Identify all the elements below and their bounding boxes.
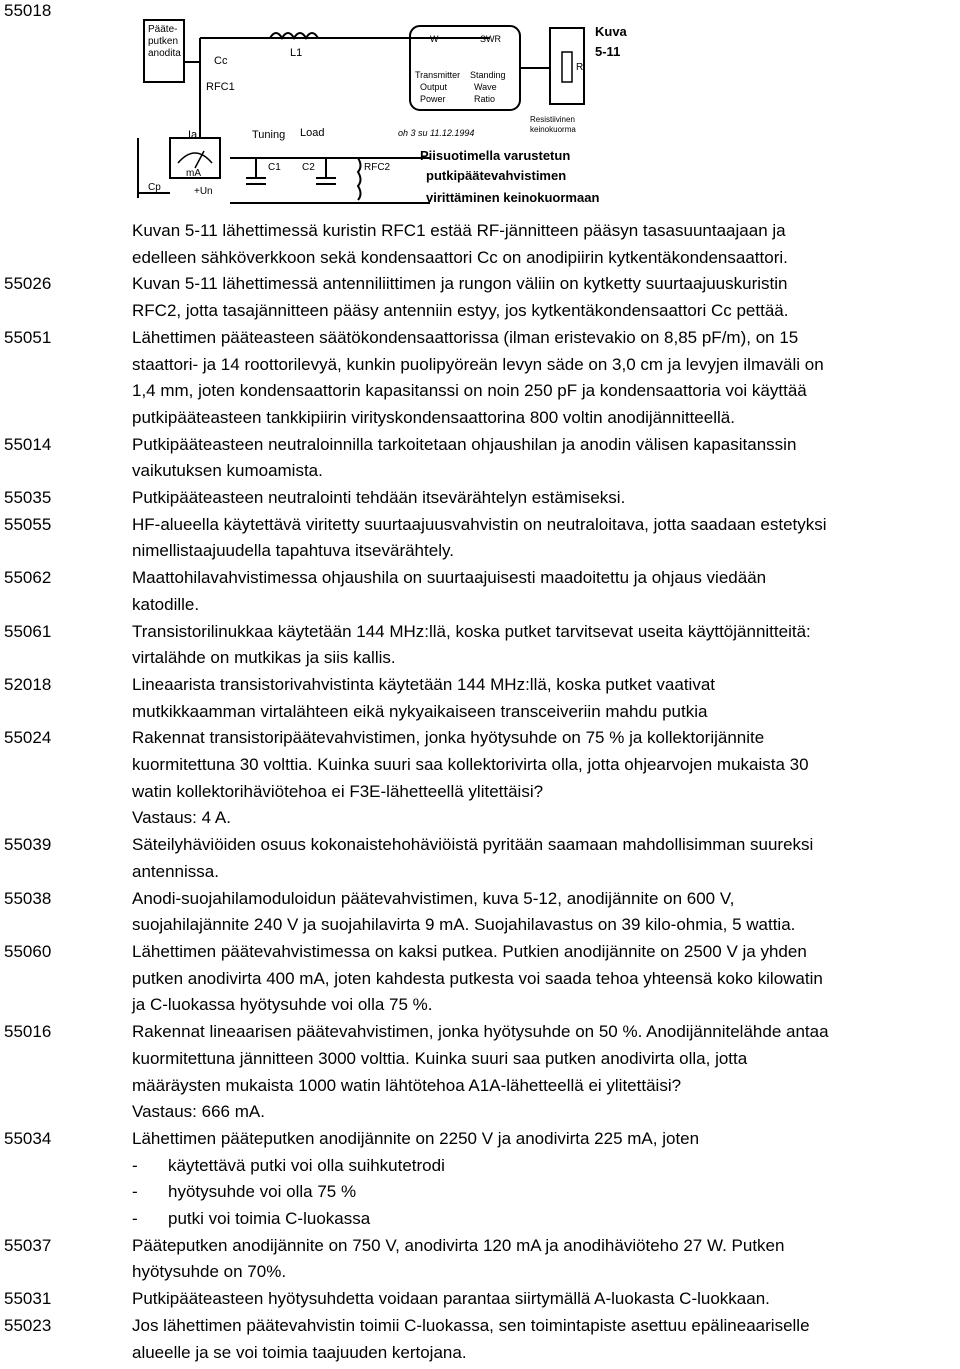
text-line: Vastaus: 666 mA. (132, 1102, 265, 1122)
question-id: 52018 (4, 674, 52, 694)
text-line: Lähettimen pääteasteen säätökondensaattorissa (ilman eristevakio on 8,85 pF/m), on 15 (132, 327, 799, 347)
standing-label: Standing (470, 70, 506, 80)
text-line: mutkikkaamman virtalähteen eikä nykyaikaiseen transceiveriin mahdu putkia (132, 701, 708, 721)
resistive-label-1: Resistiivinen (530, 115, 575, 124)
question-text (132, 1019, 958, 1126)
text-line: Jos lähettimen päätevahvistin toimii C-luokassa, sen toimintapiste asettuu epälineaariselle (132, 1315, 810, 1335)
question-id: 55024 (4, 728, 52, 748)
text-line: putkipääteasteen tankkipiirin virityskondensaattorina 800 voltin anodijännitteellä. (132, 407, 735, 427)
text-line: hyötysuhde on 70%. (132, 1262, 287, 1282)
question-id: 55031 (4, 1289, 52, 1309)
text-line: kuormitettuna jännitteen 3000 volttia. Kuinka suuri saa putken anodivirta olla, jotta (132, 1048, 748, 1068)
text-line: Putkipääteasteen hyötysuhdetta voidaan parantaa siirtymällä A-luokasta C-luokkaan. (132, 1289, 770, 1309)
tube-label-2: putken (148, 36, 179, 47)
figure-caption-1: Piisuotimella varustetun (420, 148, 571, 163)
text-line: ja C-luokassa hyötysuhde voi olla 75 %. (132, 995, 433, 1015)
question-text (132, 725, 958, 832)
question-item (0, 432, 960, 485)
question-id: 55035 (4, 488, 52, 508)
question-list (0, 218, 960, 1366)
text-line: Kuvan 5-11 lähettimessä kuristin RFC1 estää RF-jännitteen pääsyn tasasuuntaajaan ja (132, 221, 786, 240)
text-line: antennissa. (132, 861, 219, 881)
figure-caption-3: virittäminen keinokuormaan (426, 190, 600, 205)
bullet-dash: - (132, 1155, 138, 1175)
text-line: Kuvan 5-11 lähettimessä antenniliittimen ja rungon väliin on kytketty suurtaajuuskuristin (132, 274, 788, 294)
text-line: Rakennat lineaarisen päätevahvistimen, jonka hyötysuhde on 50 %. Anodijännitelähde antaa (132, 1022, 829, 1042)
question-item (0, 619, 960, 672)
text-line: Vastaus: 4 A. (132, 808, 231, 828)
tube-label-3: anodita (148, 48, 181, 59)
question-text (132, 886, 958, 939)
question-text (132, 271, 958, 324)
question-id: 55060 (4, 941, 52, 961)
text-line: edelleen sähköverkkoon sekä kondensaattori Cc on anodipiirin kytkentäkondensaattori. (132, 247, 788, 267)
question-text (132, 619, 958, 672)
l1-label: L1 (290, 47, 303, 59)
question-item (0, 832, 960, 885)
text-line: Lähettimen päätevahvistimessa on kaksi putkea. Putkien anodijännite on 2500 V ja yhden (132, 941, 807, 961)
coil-rfc2 (358, 158, 361, 200)
question-id: 55038 (4, 888, 52, 908)
text-line: HF-alueella käytettävä viritetty suurtaajuusvahvistin on neutraloitava, jotta saadaan estetyksi (132, 514, 827, 534)
text-line: RFC2, jotta tasajännitteen pääsy antenniin estyy, jos kytkentäkondensaattori Cc pettää. (132, 301, 789, 321)
text-line: katodille. (132, 594, 200, 614)
question-text (132, 485, 958, 512)
question-item (0, 939, 960, 1019)
question-item (0, 325, 960, 432)
ratio-label: Ratio (474, 94, 496, 104)
question-id: 55014 (4, 434, 52, 454)
question-id: 55037 (4, 1235, 52, 1255)
meter-swr-label: SWR (480, 34, 501, 44)
wave-label: Wave (474, 82, 497, 92)
text-line: Transistorilinukkaa käytetään 144 MHz:llä, koska putket tarvitsevat useita käyttöjännitteitä: (132, 621, 811, 641)
question-text (132, 325, 958, 432)
tube-label-1: Pääte- (148, 24, 178, 35)
bullet-dash: - (132, 1182, 138, 1202)
ma-label: mA (186, 168, 201, 179)
un-label: +Un (194, 186, 213, 197)
question-item (0, 1126, 960, 1233)
c2-label: C2 (302, 162, 315, 173)
bullet-text: hyötysuhde voi olla 75 % (168, 1182, 357, 1202)
text-line: nimellistaajuudella tapahtuva itsevärähtely. (132, 541, 454, 561)
circuit-diagram (130, 18, 630, 213)
question-item (0, 1313, 960, 1366)
question-item (0, 725, 960, 832)
question-id: 55016 (4, 1022, 52, 1042)
question-text (132, 512, 958, 565)
question-text (132, 1313, 958, 1366)
question-item (0, 1233, 960, 1286)
text-line: Rakennat transistoripäätevahvistimen, jonka hyötysuhde on 75 % ja kollektorijännite (132, 728, 765, 748)
c1-label: C1 (268, 162, 281, 173)
text-line: Säteilyhäviöiden osuus kokonaistehohäviöistä pyritään saamaan mahdollisimman suureksi (132, 835, 814, 855)
bullet-item (132, 1206, 958, 1233)
rfc1-label: RFC1 (206, 81, 235, 93)
question-id: 55034 (4, 1128, 52, 1148)
text-line: Putkipääteasteen neutraloinnilla tarkoitetaan ohjaushilan ja anodin välisen kapasitanssin (132, 434, 797, 454)
transmitter-label: Transmitter (415, 70, 461, 80)
bullet-item (132, 1179, 958, 1206)
ia-label: Ia (188, 129, 198, 141)
question-text (132, 432, 958, 485)
circuit-figure (130, 18, 630, 213)
tuning-label: Tuning (252, 129, 286, 141)
text-line: watin kollektorihäviötehoa ei F3E-lähetteellä ylitettäisi? (132, 781, 544, 801)
question-id: 55051 (4, 327, 52, 347)
question-text (132, 565, 958, 618)
cc-label: Cc (214, 55, 228, 67)
text-line: Anodi-suojahilamoduloidun päätevahvistimen, kuva 5-12, anodijännite on 600 V, (132, 888, 735, 908)
question-id: 55055 (4, 514, 52, 534)
question-item (0, 512, 960, 565)
figure-number: 5-11 (595, 44, 621, 59)
figure-title: Kuva (595, 24, 627, 39)
question-id: 55018 (4, 1, 52, 20)
text-line: Lähettimen pääteputken anodijännite on 2250 V ja anodivirta 225 mA, joten (132, 1128, 700, 1148)
question-text (132, 1286, 958, 1313)
text-line: alueelle ja se voi toimia taajuuden kertojana. (132, 1342, 467, 1362)
question-text (132, 218, 958, 271)
bullet-item (132, 1153, 958, 1180)
question-text (132, 1233, 958, 1286)
question-item (0, 218, 960, 271)
bullet-dash: - (132, 1209, 138, 1229)
question-item (0, 485, 960, 512)
question-id: 55062 (4, 568, 52, 588)
r-label: R (576, 62, 584, 73)
cp-label: Cp (148, 182, 161, 193)
text-line: kuormitettuna 30 volttia. Kuinka suuri saa kollektorivirta olla, jotta ohjearvojen mukaista 30 (132, 755, 809, 775)
power-label: Power (420, 94, 446, 104)
text-line: määräysten mukaista 1000 watin lähtötehoa A1A-lähetteellä ei ylitettäisi? (132, 1075, 682, 1095)
question-item (0, 672, 960, 725)
text-line: putken anodivirta 400 mA, joten kahdesta putkesta voi saada tehoa yhteensä koko kilowatin (132, 968, 823, 988)
text-line: 1,4 mm, joten kondensaattorin kapasitanssi on noin 250 pF ja kondensaattoria voi käyttää (132, 381, 807, 401)
text-line: Pääteputken anodijännite on 750 V, anodivirta 120 mA ja anodihäviöteho 27 W. Putken (132, 1235, 785, 1255)
text-line: vaikutuksen kumoamista. (132, 461, 323, 481)
question-text (132, 939, 958, 1019)
resistive-label-2: keinokuorma (530, 125, 576, 134)
rfc2-label: RFC2 (364, 162, 391, 173)
text-line: virtalähde on mutkikas ja siis kallis. (132, 648, 396, 668)
signature-text: oh 3 su 11.12.1994 (398, 128, 475, 138)
text-line: staattori- ja 14 roottorilevyä, kunkin puolipyöreän levyn säde on 3,0 cm ja levyjen ilmaväli on (132, 354, 824, 374)
bullet-text: käytettävä putki voi olla suihkutetrodi (168, 1155, 445, 1175)
question-item (0, 565, 960, 618)
question-text (132, 1126, 958, 1233)
question-id: 55061 (4, 621, 52, 641)
figure-caption-2: putkipäätevahvistimen (426, 168, 567, 183)
text-line: Putkipääteasteen neutralointi tehdään itsevärähtelyn estämiseksi. (132, 488, 626, 508)
question-item (0, 271, 960, 324)
question-id: 55026 (4, 274, 52, 294)
text-line: Lineaarista transistorivahvistinta käytetään 144 MHz:llä, koska putket vaativat (132, 674, 716, 694)
question-text (132, 832, 958, 885)
question-text (132, 672, 958, 725)
bullet-text: putki voi toimia C-luokassa (168, 1209, 371, 1229)
question-item (0, 1286, 960, 1313)
question-item (0, 886, 960, 939)
load-label: Load (300, 127, 325, 139)
meter-w-label: W (430, 34, 439, 44)
text-line: suojahilajännite 240 V ja suojahilavirta 9 mA. Suojahilavastus on 39 kilo-ohmia, 5 wattia. (132, 915, 796, 935)
question-id: 55023 (4, 1315, 52, 1335)
output-label: Output (420, 82, 448, 92)
question-id: 55039 (4, 835, 52, 855)
text-line: Maattohilavahvistimessa ohjaushila on suurtaajuisesti maadoitettu ja ohjaus viedään (132, 568, 767, 588)
question-item (0, 1019, 960, 1126)
